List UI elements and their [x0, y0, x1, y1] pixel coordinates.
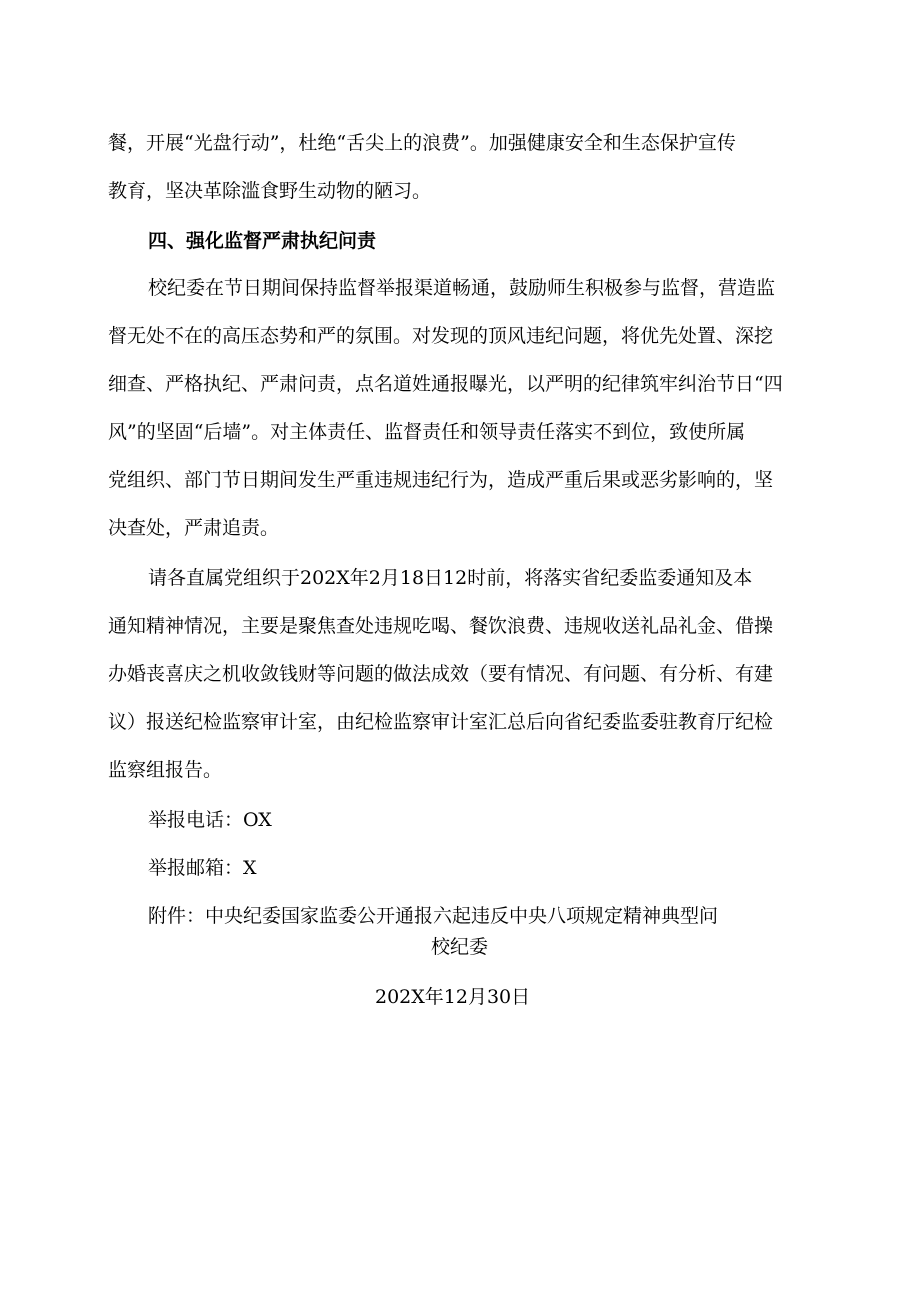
paragraph-line: 议）报送纪检监察审计室，由纪检监察审计室汇总后向省纪委监委驻教育厅纪检	[108, 711, 774, 733]
date: 202X年12月30日	[375, 986, 531, 1008]
paragraph-line: 请各直属党组织于202X年2月18日12时前，将落实省纪委监委通知及本	[148, 567, 753, 589]
section-heading: 四、强化监督严肃执纪问责	[148, 230, 377, 252]
paragraph-line: 监察组报告。	[108, 759, 223, 781]
paragraph-line: 办婚丧喜庆之机收敛钱财等问题的做法成效（要有情况、有问题、有分析、有建	[108, 663, 774, 685]
paragraph-line: 决查处，严肃追责。	[108, 517, 280, 539]
paragraph-line: 餐，开展“光盘行动”，杜绝“舌尖上的浪费”。加强健康安全和生态保护宣传	[108, 132, 736, 154]
paragraph-line: 细查、严格执纪、严肃问责，点名道姓通报曝光，以严明的纪律筑牢纠治节日“四	[108, 373, 783, 395]
attachment-line: 附件：中央纪委国家监委公开通报六起违反中央八项规定精神典型问	[148, 905, 719, 927]
signature: 校纪委	[431, 936, 489, 958]
paragraph-line: 通知精神情况，主要是聚焦查处违规吃喝、餐饮浪费、违规收送礼品礼金、借操	[108, 615, 774, 637]
paragraph-line: 党组织、部门节日期间发生严重违规违纪行为，造成严重后果或恶劣影响的，坚	[108, 469, 774, 491]
report-email: 举报邮箱：X	[148, 857, 257, 879]
paragraph-line: 教育，坚决革除滥食野生动物的陋习。	[108, 180, 432, 202]
paragraph-line: 督无处不在的高压态势和严的氛围。对发现的顶风违纪问题，将优先处置、深挖	[108, 325, 774, 347]
paragraph-line: 校纪委在节日期间保持监督举报渠道畅通，鼓励师生积极参与监督，营造监	[148, 277, 776, 299]
paragraph-line: 风”的坚固“后墙”。对主体责任、监督责任和领导责任落实不到位，致使所属	[108, 421, 746, 443]
report-phone: 举报电话：OX	[148, 809, 272, 831]
